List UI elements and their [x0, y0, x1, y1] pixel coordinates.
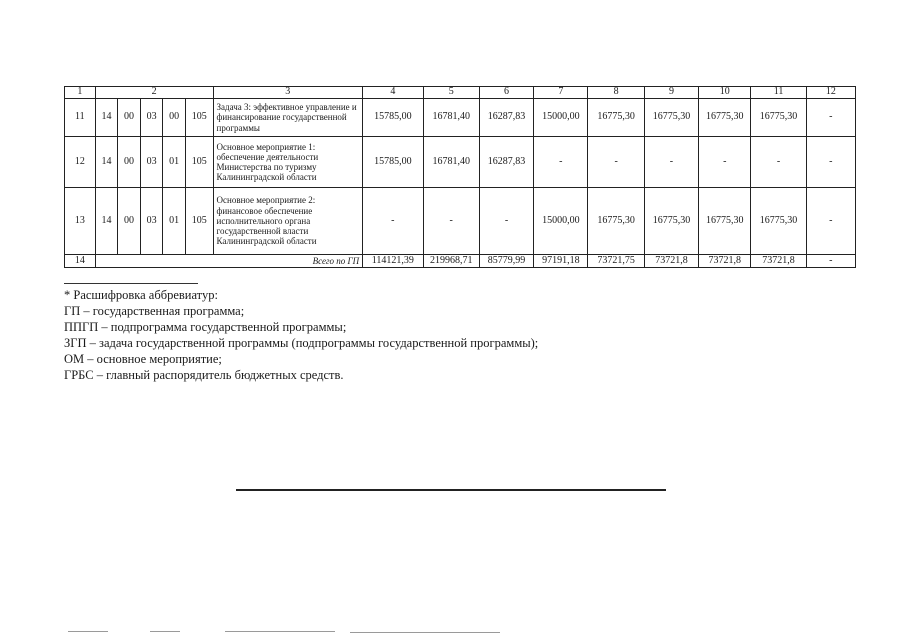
- column-header: 8: [588, 87, 644, 99]
- footnote-line: ОМ – основное мероприятие;: [64, 352, 222, 366]
- value-cell: 16781,40: [423, 137, 479, 188]
- column-header: 9: [644, 87, 698, 99]
- item-name: Основное мероприятие 1: обеспечение деятельности Министерства по туризму Калининградской области: [213, 137, 363, 188]
- column-header: 2: [95, 87, 213, 99]
- value-cell: 16775,30: [699, 188, 751, 255]
- value-cell: -: [751, 137, 806, 188]
- code-cell: 00: [118, 137, 141, 188]
- table-row: [65, 188, 856, 255]
- value-cell: -: [644, 137, 698, 188]
- value-cell: 16287,83: [479, 137, 533, 188]
- code-cell: 14: [95, 137, 118, 188]
- code-cell: 03: [140, 188, 163, 255]
- code-cell: 105: [185, 188, 213, 255]
- code-cell: 00: [118, 99, 141, 137]
- value-cell: -: [806, 137, 855, 188]
- total-value: 85779,99: [479, 255, 533, 268]
- column-header: 11: [751, 87, 806, 99]
- code-cell: 01: [163, 188, 186, 255]
- footnote-line: ГП – государственная программа;: [64, 304, 245, 318]
- value-cell: 16775,30: [644, 99, 698, 137]
- total-label: Всего по ГП: [95, 255, 362, 268]
- footnote-line: ГРБС – главный распорядитель бюджетных средств.: [64, 368, 344, 382]
- column-header: 10: [699, 87, 751, 99]
- value-cell: -: [363, 188, 423, 255]
- value-cell: 15785,00: [363, 137, 423, 188]
- code-cell: 00: [118, 188, 141, 255]
- code-cell: 03: [140, 99, 163, 137]
- total-value: 73721,8: [751, 255, 806, 268]
- value-cell: 16775,30: [588, 99, 644, 137]
- value-cell: 16775,30: [588, 188, 644, 255]
- value-cell: 16781,40: [423, 99, 479, 137]
- value-cell: 16775,30: [751, 188, 806, 255]
- footnote-line: ППГП – подпрограмма государственной программы;: [64, 320, 347, 334]
- value-cell: -: [534, 137, 588, 188]
- total-value: 73721,75: [588, 255, 644, 268]
- item-name: Основное мероприятие 2: финансовое обеспечение исполнительного органа государственной власти Калининградской области: [213, 188, 363, 255]
- scan-artifact: [350, 632, 500, 633]
- code-cell: 00: [163, 99, 186, 137]
- closing-separator-line: [236, 489, 666, 491]
- total-row: [65, 255, 856, 268]
- code-cell: 14: [95, 188, 118, 255]
- scan-artifact: [68, 631, 108, 632]
- total-value: 219968,71: [423, 255, 479, 268]
- column-header: 7: [534, 87, 588, 99]
- total-value: 73721,8: [644, 255, 698, 268]
- code-cell: 01: [163, 137, 186, 188]
- value-cell: 15000,00: [534, 188, 588, 255]
- row-number: 11: [65, 99, 96, 137]
- table-row: [65, 137, 856, 188]
- code-cell: 105: [185, 99, 213, 137]
- value-cell: -: [699, 137, 751, 188]
- total-value: 73721,8: [699, 255, 751, 268]
- value-cell: -: [479, 188, 533, 255]
- abbreviation-notes: [64, 287, 538, 383]
- value-cell: 16775,30: [699, 99, 751, 137]
- code-cell: 14: [95, 99, 118, 137]
- column-header: 1: [65, 87, 96, 99]
- budget-table: [64, 86, 856, 268]
- item-name: Задача 3: эффективное управление и финансирование государственной программы: [213, 99, 363, 137]
- value-cell: 16775,30: [644, 188, 698, 255]
- column-header: 3: [213, 87, 363, 99]
- column-header: 4: [363, 87, 423, 99]
- total-value: 97191,18: [534, 255, 588, 268]
- column-number-row: [65, 87, 856, 99]
- value-cell: 15785,00: [363, 99, 423, 137]
- row-number: 13: [65, 188, 96, 255]
- scan-artifact: [225, 631, 335, 632]
- total-value: 114121,39: [363, 255, 423, 268]
- value-cell: 16287,83: [479, 99, 533, 137]
- footnote-divider: [64, 283, 198, 284]
- code-cell: 03: [140, 137, 163, 188]
- footnote-line: ЗГП – задача государственной программы (подпрограммы государственной программы);: [64, 336, 539, 350]
- row-number: 12: [65, 137, 96, 188]
- value-cell: -: [806, 99, 855, 137]
- column-header: 12: [806, 87, 855, 99]
- row-number: 14: [65, 255, 96, 268]
- column-header: 5: [423, 87, 479, 99]
- scan-artifact: [150, 631, 180, 632]
- table-row: [65, 99, 856, 137]
- total-value: -: [806, 255, 855, 268]
- code-cell: 105: [185, 137, 213, 188]
- value-cell: -: [806, 188, 855, 255]
- footnote-heading: * Расшифровка аббревиатур:: [64, 288, 218, 302]
- value-cell: -: [423, 188, 479, 255]
- value-cell: 16775,30: [751, 99, 806, 137]
- value-cell: 15000,00: [534, 99, 588, 137]
- value-cell: -: [588, 137, 644, 188]
- column-header: 6: [479, 87, 533, 99]
